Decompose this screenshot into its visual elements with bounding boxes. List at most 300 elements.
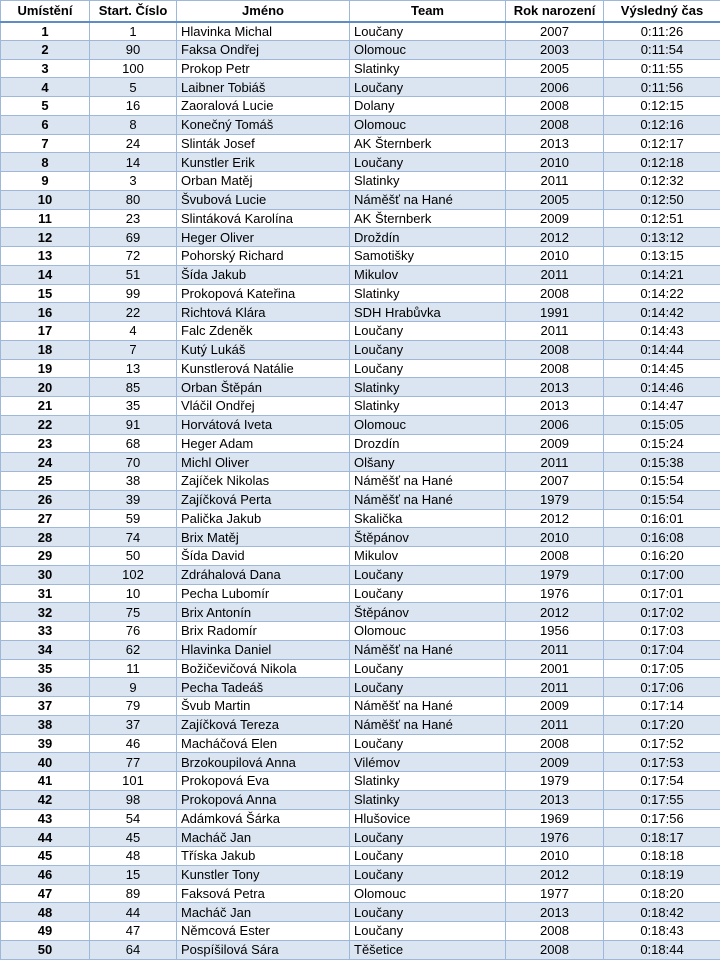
final-time-cell: 0:14:21	[604, 265, 720, 284]
final-time-cell: 0:17:55	[604, 790, 720, 809]
final-time-cell: 0:18:43	[604, 922, 720, 941]
placement-cell: 17	[1, 322, 90, 341]
final-time-cell: 0:14:47	[604, 397, 720, 416]
name-cell: Švubová Lucie	[177, 190, 350, 209]
table-row	[1, 528, 720, 547]
placement-cell: 11	[1, 209, 90, 228]
team-cell: Loučany	[350, 22, 506, 41]
start-number-cell: 22	[90, 303, 177, 322]
birth-year-cell: 1979	[506, 565, 604, 584]
table-row	[1, 847, 720, 866]
final-time-cell: 0:11:56	[604, 78, 720, 97]
final-time-cell: 0:17:01	[604, 584, 720, 603]
team-cell: Olomouc	[350, 884, 506, 903]
birth-year-cell: 2009	[506, 697, 604, 716]
start-number-cell: 5	[90, 78, 177, 97]
start-number-cell: 3	[90, 172, 177, 191]
placement-cell: 7	[1, 134, 90, 153]
team-cell: Loučany	[350, 78, 506, 97]
start-number-cell: 50	[90, 547, 177, 566]
name-cell: Brix Radomír	[177, 622, 350, 641]
team-cell: AK Šternberk	[350, 209, 506, 228]
birth-year-cell: 1977	[506, 884, 604, 903]
start-number-cell: 102	[90, 565, 177, 584]
birth-year-cell: 2013	[506, 903, 604, 922]
team-cell: Olomouc	[350, 115, 506, 134]
start-number-cell: 62	[90, 640, 177, 659]
placement-cell: 28	[1, 528, 90, 547]
name-cell: Horvátová Iveta	[177, 415, 350, 434]
birth-year-cell: 2008	[506, 547, 604, 566]
start-number-cell: 46	[90, 734, 177, 753]
start-number-cell: 68	[90, 434, 177, 453]
start-number-cell: 11	[90, 659, 177, 678]
placement-cell: 40	[1, 753, 90, 772]
name-cell: Pecha Tadeáš	[177, 678, 350, 697]
table-row	[1, 565, 720, 584]
start-number-cell: 90	[90, 40, 177, 59]
placement-cell: 5	[1, 97, 90, 116]
team-cell: Náměšť na Hané	[350, 472, 506, 491]
final-time-cell: 0:11:26	[604, 22, 720, 41]
name-cell: Macháč Jan	[177, 828, 350, 847]
table-row	[1, 828, 720, 847]
table-row	[1, 22, 720, 41]
placement-cell: 31	[1, 584, 90, 603]
table-row	[1, 509, 720, 528]
name-cell: Vláčil Ondřej	[177, 397, 350, 416]
name-cell: Prokopová Anna	[177, 790, 350, 809]
placement-cell: 30	[1, 565, 90, 584]
final-time-cell: 0:12:32	[604, 172, 720, 191]
name-cell: Zajíčková Tereza	[177, 715, 350, 734]
team-cell: Hlušovice	[350, 809, 506, 828]
table-row	[1, 622, 720, 641]
table-row	[1, 734, 720, 753]
table-row	[1, 884, 720, 903]
final-time-cell: 0:13:12	[604, 228, 720, 247]
name-cell: Michl Oliver	[177, 453, 350, 472]
team-cell: Slatinky	[350, 397, 506, 416]
table-row	[1, 490, 720, 509]
final-time-cell: 0:17:56	[604, 809, 720, 828]
birth-year-cell: 1979	[506, 772, 604, 791]
final-time-cell: 0:18:20	[604, 884, 720, 903]
team-cell: Slatinky	[350, 772, 506, 791]
start-number-cell: 77	[90, 753, 177, 772]
table-row	[1, 322, 720, 341]
final-time-cell: 0:15:54	[604, 472, 720, 491]
start-number-cell: 79	[90, 697, 177, 716]
table-row	[1, 922, 720, 941]
team-cell: Náměšť na Hané	[350, 697, 506, 716]
final-time-cell: 0:15:54	[604, 490, 720, 509]
placement-cell: 20	[1, 378, 90, 397]
start-number-cell: 14	[90, 153, 177, 172]
table-row	[1, 78, 720, 97]
placement-cell: 26	[1, 490, 90, 509]
name-cell: Adámková Šárka	[177, 809, 350, 828]
birth-year-cell: 2005	[506, 59, 604, 78]
header-placement: Umístění	[1, 1, 90, 22]
birth-year-cell: 2012	[506, 603, 604, 622]
final-time-cell: 0:12:51	[604, 209, 720, 228]
name-cell: Faksa Ondřej	[177, 40, 350, 59]
header-final-time: Výsledný čas	[604, 1, 720, 22]
placement-cell: 15	[1, 284, 90, 303]
start-number-cell: 75	[90, 603, 177, 622]
team-cell: Loučany	[350, 678, 506, 697]
team-cell: Náměšť na Hané	[350, 190, 506, 209]
team-cell: Loučany	[350, 340, 506, 359]
table-row	[1, 397, 720, 416]
name-cell: Falc Zdeněk	[177, 322, 350, 341]
start-number-cell: 80	[90, 190, 177, 209]
team-cell: Olomouc	[350, 40, 506, 59]
team-cell: Olomouc	[350, 415, 506, 434]
name-cell: Kutý Lukáš	[177, 340, 350, 359]
name-cell: Zdráhalová Dana	[177, 565, 350, 584]
start-number-cell: 16	[90, 97, 177, 116]
placement-cell: 12	[1, 228, 90, 247]
birth-year-cell: 2003	[506, 40, 604, 59]
table-row	[1, 453, 720, 472]
name-cell: Richtová Klára	[177, 303, 350, 322]
table-row	[1, 284, 720, 303]
birth-year-cell: 2010	[506, 847, 604, 866]
name-cell: Hlavinka Michal	[177, 22, 350, 41]
final-time-cell: 0:12:50	[604, 190, 720, 209]
placement-cell: 14	[1, 265, 90, 284]
final-time-cell: 0:12:17	[604, 134, 720, 153]
team-cell: Náměšť na Hané	[350, 640, 506, 659]
final-time-cell: 0:17:52	[604, 734, 720, 753]
birth-year-cell: 2012	[506, 228, 604, 247]
final-time-cell: 0:14:43	[604, 322, 720, 341]
header-start-number: Start. Číslo	[90, 1, 177, 22]
final-time-cell: 0:14:45	[604, 359, 720, 378]
table-row	[1, 715, 720, 734]
birth-year-cell: 2006	[506, 415, 604, 434]
final-time-cell: 0:11:54	[604, 40, 720, 59]
birth-year-cell: 2008	[506, 284, 604, 303]
final-time-cell: 0:18:44	[604, 940, 720, 959]
name-cell: Prokop Petr	[177, 59, 350, 78]
birth-year-cell: 1976	[506, 828, 604, 847]
start-number-cell: 9	[90, 678, 177, 697]
start-number-cell: 64	[90, 940, 177, 959]
start-number-cell: 74	[90, 528, 177, 547]
start-number-cell: 44	[90, 903, 177, 922]
team-cell: Loučany	[350, 903, 506, 922]
start-number-cell: 7	[90, 340, 177, 359]
table-row	[1, 134, 720, 153]
name-cell: Pospíšilová Sára	[177, 940, 350, 959]
name-cell: Heger Adam	[177, 434, 350, 453]
start-number-cell: 23	[90, 209, 177, 228]
name-cell: Macháč Jan	[177, 903, 350, 922]
birth-year-cell: 2011	[506, 453, 604, 472]
name-cell: Hlavinka Daniel	[177, 640, 350, 659]
placement-cell: 21	[1, 397, 90, 416]
table-row	[1, 772, 720, 791]
placement-cell: 32	[1, 603, 90, 622]
placement-cell: 42	[1, 790, 90, 809]
team-cell: Slatinky	[350, 790, 506, 809]
birth-year-cell: 2011	[506, 172, 604, 191]
team-cell: Mikulov	[350, 265, 506, 284]
placement-cell: 49	[1, 922, 90, 941]
birth-year-cell: 2012	[506, 509, 604, 528]
placement-cell: 25	[1, 472, 90, 491]
team-cell: Olomouc	[350, 622, 506, 641]
header-row	[1, 1, 720, 22]
start-number-cell: 38	[90, 472, 177, 491]
name-cell: Zajíčková Perta	[177, 490, 350, 509]
table-row	[1, 303, 720, 322]
table-row	[1, 340, 720, 359]
start-number-cell: 24	[90, 134, 177, 153]
placement-cell: 22	[1, 415, 90, 434]
birth-year-cell: 2007	[506, 22, 604, 41]
placement-cell: 16	[1, 303, 90, 322]
table-row	[1, 809, 720, 828]
final-time-cell: 0:17:02	[604, 603, 720, 622]
final-time-cell: 0:18:18	[604, 847, 720, 866]
name-cell: Brix Antonín	[177, 603, 350, 622]
birth-year-cell: 2005	[506, 190, 604, 209]
name-cell: Slintáková Karolína	[177, 209, 350, 228]
team-cell: Droždín	[350, 228, 506, 247]
final-time-cell: 0:15:24	[604, 434, 720, 453]
table-row	[1, 640, 720, 659]
birth-year-cell: 2009	[506, 434, 604, 453]
name-cell: Švub Martin	[177, 697, 350, 716]
birth-year-cell: 2011	[506, 715, 604, 734]
name-cell: Kunstler Erik	[177, 153, 350, 172]
final-time-cell: 0:17:05	[604, 659, 720, 678]
table-row	[1, 59, 720, 78]
start-number-cell: 8	[90, 115, 177, 134]
final-time-cell: 0:14:46	[604, 378, 720, 397]
final-time-cell: 0:12:18	[604, 153, 720, 172]
placement-cell: 3	[1, 59, 90, 78]
birth-year-cell: 2008	[506, 922, 604, 941]
team-cell: Těšetice	[350, 940, 506, 959]
placement-cell: 46	[1, 865, 90, 884]
team-cell: Loučany	[350, 322, 506, 341]
placement-cell: 8	[1, 153, 90, 172]
name-cell: Pecha Lubomír	[177, 584, 350, 603]
start-number-cell: 100	[90, 59, 177, 78]
team-cell: Dolany	[350, 97, 506, 116]
placement-cell: 35	[1, 659, 90, 678]
birth-year-cell: 2010	[506, 153, 604, 172]
final-time-cell: 0:12:16	[604, 115, 720, 134]
placement-cell: 47	[1, 884, 90, 903]
team-cell: Náměšť na Hané	[350, 490, 506, 509]
birth-year-cell: 1976	[506, 584, 604, 603]
name-cell: Šída Jakub	[177, 265, 350, 284]
start-number-cell: 37	[90, 715, 177, 734]
final-time-cell: 0:11:55	[604, 59, 720, 78]
placement-cell: 44	[1, 828, 90, 847]
name-cell: Prokopová Kateřina	[177, 284, 350, 303]
team-cell: SDH Hrabůvka	[350, 303, 506, 322]
placement-cell: 33	[1, 622, 90, 641]
name-cell: Slinták Josef	[177, 134, 350, 153]
final-time-cell: 0:16:20	[604, 547, 720, 566]
table-row	[1, 584, 720, 603]
final-time-cell: 0:14:22	[604, 284, 720, 303]
start-number-cell: 85	[90, 378, 177, 397]
placement-cell: 36	[1, 678, 90, 697]
table-row	[1, 228, 720, 247]
birth-year-cell: 2008	[506, 359, 604, 378]
team-cell: Loučany	[350, 865, 506, 884]
name-cell: Laibner Tobiáš	[177, 78, 350, 97]
start-number-cell: 91	[90, 415, 177, 434]
header-name: Jméno	[177, 1, 350, 22]
table-row	[1, 940, 720, 959]
final-time-cell: 0:17:54	[604, 772, 720, 791]
placement-cell: 19	[1, 359, 90, 378]
name-cell: Orban Štěpán	[177, 378, 350, 397]
team-cell: Vilémov	[350, 753, 506, 772]
birth-year-cell: 2008	[506, 340, 604, 359]
name-cell: Brzokoupilová Anna	[177, 753, 350, 772]
name-cell: Prokopová Eva	[177, 772, 350, 791]
team-cell: Náměšť na Hané	[350, 715, 506, 734]
name-cell: Faksová Petra	[177, 884, 350, 903]
birth-year-cell: 2010	[506, 528, 604, 547]
final-time-cell: 0:15:05	[604, 415, 720, 434]
name-cell: Zaoralová Lucie	[177, 97, 350, 116]
final-time-cell: 0:12:15	[604, 97, 720, 116]
final-time-cell: 0:18:42	[604, 903, 720, 922]
name-cell: Kunstler Tony	[177, 865, 350, 884]
team-cell: Samotišky	[350, 247, 506, 266]
placement-cell: 1	[1, 22, 90, 41]
table-row	[1, 190, 720, 209]
final-time-cell: 0:17:03	[604, 622, 720, 641]
name-cell: Macháčová Elen	[177, 734, 350, 753]
final-time-cell: 0:17:04	[604, 640, 720, 659]
table-row	[1, 153, 720, 172]
team-cell: Loučany	[350, 734, 506, 753]
team-cell: Loučany	[350, 828, 506, 847]
birth-year-cell: 2008	[506, 115, 604, 134]
team-cell: Loučany	[350, 847, 506, 866]
placement-cell: 39	[1, 734, 90, 753]
name-cell: Heger Oliver	[177, 228, 350, 247]
final-time-cell: 0:18:17	[604, 828, 720, 847]
final-time-cell: 0:17:00	[604, 565, 720, 584]
final-time-cell: 0:16:01	[604, 509, 720, 528]
table-row	[1, 903, 720, 922]
birth-year-cell: 2013	[506, 397, 604, 416]
start-number-cell: 10	[90, 584, 177, 603]
birth-year-cell: 2013	[506, 790, 604, 809]
table-row	[1, 753, 720, 772]
birth-year-cell: 2008	[506, 97, 604, 116]
results-body	[1, 22, 720, 960]
birth-year-cell: 2013	[506, 378, 604, 397]
team-cell: Drozdín	[350, 434, 506, 453]
birth-year-cell: 2011	[506, 678, 604, 697]
table-row	[1, 790, 720, 809]
birth-year-cell: 2011	[506, 322, 604, 341]
birth-year-cell: 2010	[506, 247, 604, 266]
name-cell: Němcová Ester	[177, 922, 350, 941]
table-row	[1, 378, 720, 397]
placement-cell: 41	[1, 772, 90, 791]
start-number-cell: 99	[90, 284, 177, 303]
team-cell: Slatinky	[350, 378, 506, 397]
birth-year-cell: 2001	[506, 659, 604, 678]
birth-year-cell: 2009	[506, 753, 604, 772]
team-cell: Loučany	[350, 922, 506, 941]
team-cell: Slatinky	[350, 172, 506, 191]
final-time-cell: 0:16:08	[604, 528, 720, 547]
placement-cell: 13	[1, 247, 90, 266]
table-row	[1, 415, 720, 434]
name-cell: Božičevičová Nikola	[177, 659, 350, 678]
birth-year-cell: 1956	[506, 622, 604, 641]
team-cell: Olšany	[350, 453, 506, 472]
placement-cell: 18	[1, 340, 90, 359]
start-number-cell: 48	[90, 847, 177, 866]
table-row	[1, 247, 720, 266]
start-number-cell: 76	[90, 622, 177, 641]
birth-year-cell: 1979	[506, 490, 604, 509]
team-cell: Skalička	[350, 509, 506, 528]
placement-cell: 43	[1, 809, 90, 828]
placement-cell: 23	[1, 434, 90, 453]
placement-cell: 50	[1, 940, 90, 959]
final-time-cell: 0:15:38	[604, 453, 720, 472]
table-row	[1, 678, 720, 697]
table-row	[1, 172, 720, 191]
header-team: Team	[350, 1, 506, 22]
placement-cell: 38	[1, 715, 90, 734]
team-cell: Loučany	[350, 659, 506, 678]
start-number-cell: 59	[90, 509, 177, 528]
table-row	[1, 865, 720, 884]
name-cell: Brix Matěj	[177, 528, 350, 547]
name-cell: Zajíček Nikolas	[177, 472, 350, 491]
table-row	[1, 603, 720, 622]
placement-cell: 34	[1, 640, 90, 659]
team-cell: Loučany	[350, 153, 506, 172]
start-number-cell: 101	[90, 772, 177, 791]
table-row	[1, 209, 720, 228]
birth-year-cell: 2008	[506, 940, 604, 959]
start-number-cell: 45	[90, 828, 177, 847]
table-row	[1, 40, 720, 59]
start-number-cell: 69	[90, 228, 177, 247]
birth-year-cell: 1991	[506, 303, 604, 322]
birth-year-cell: 2008	[506, 734, 604, 753]
name-cell: Pohorský Richard	[177, 247, 350, 266]
placement-cell: 10	[1, 190, 90, 209]
name-cell: Palička Jakub	[177, 509, 350, 528]
placement-cell: 4	[1, 78, 90, 97]
birth-year-cell: 2011	[506, 265, 604, 284]
start-number-cell: 54	[90, 809, 177, 828]
team-cell: Mikulov	[350, 547, 506, 566]
team-cell: AK Šternberk	[350, 134, 506, 153]
